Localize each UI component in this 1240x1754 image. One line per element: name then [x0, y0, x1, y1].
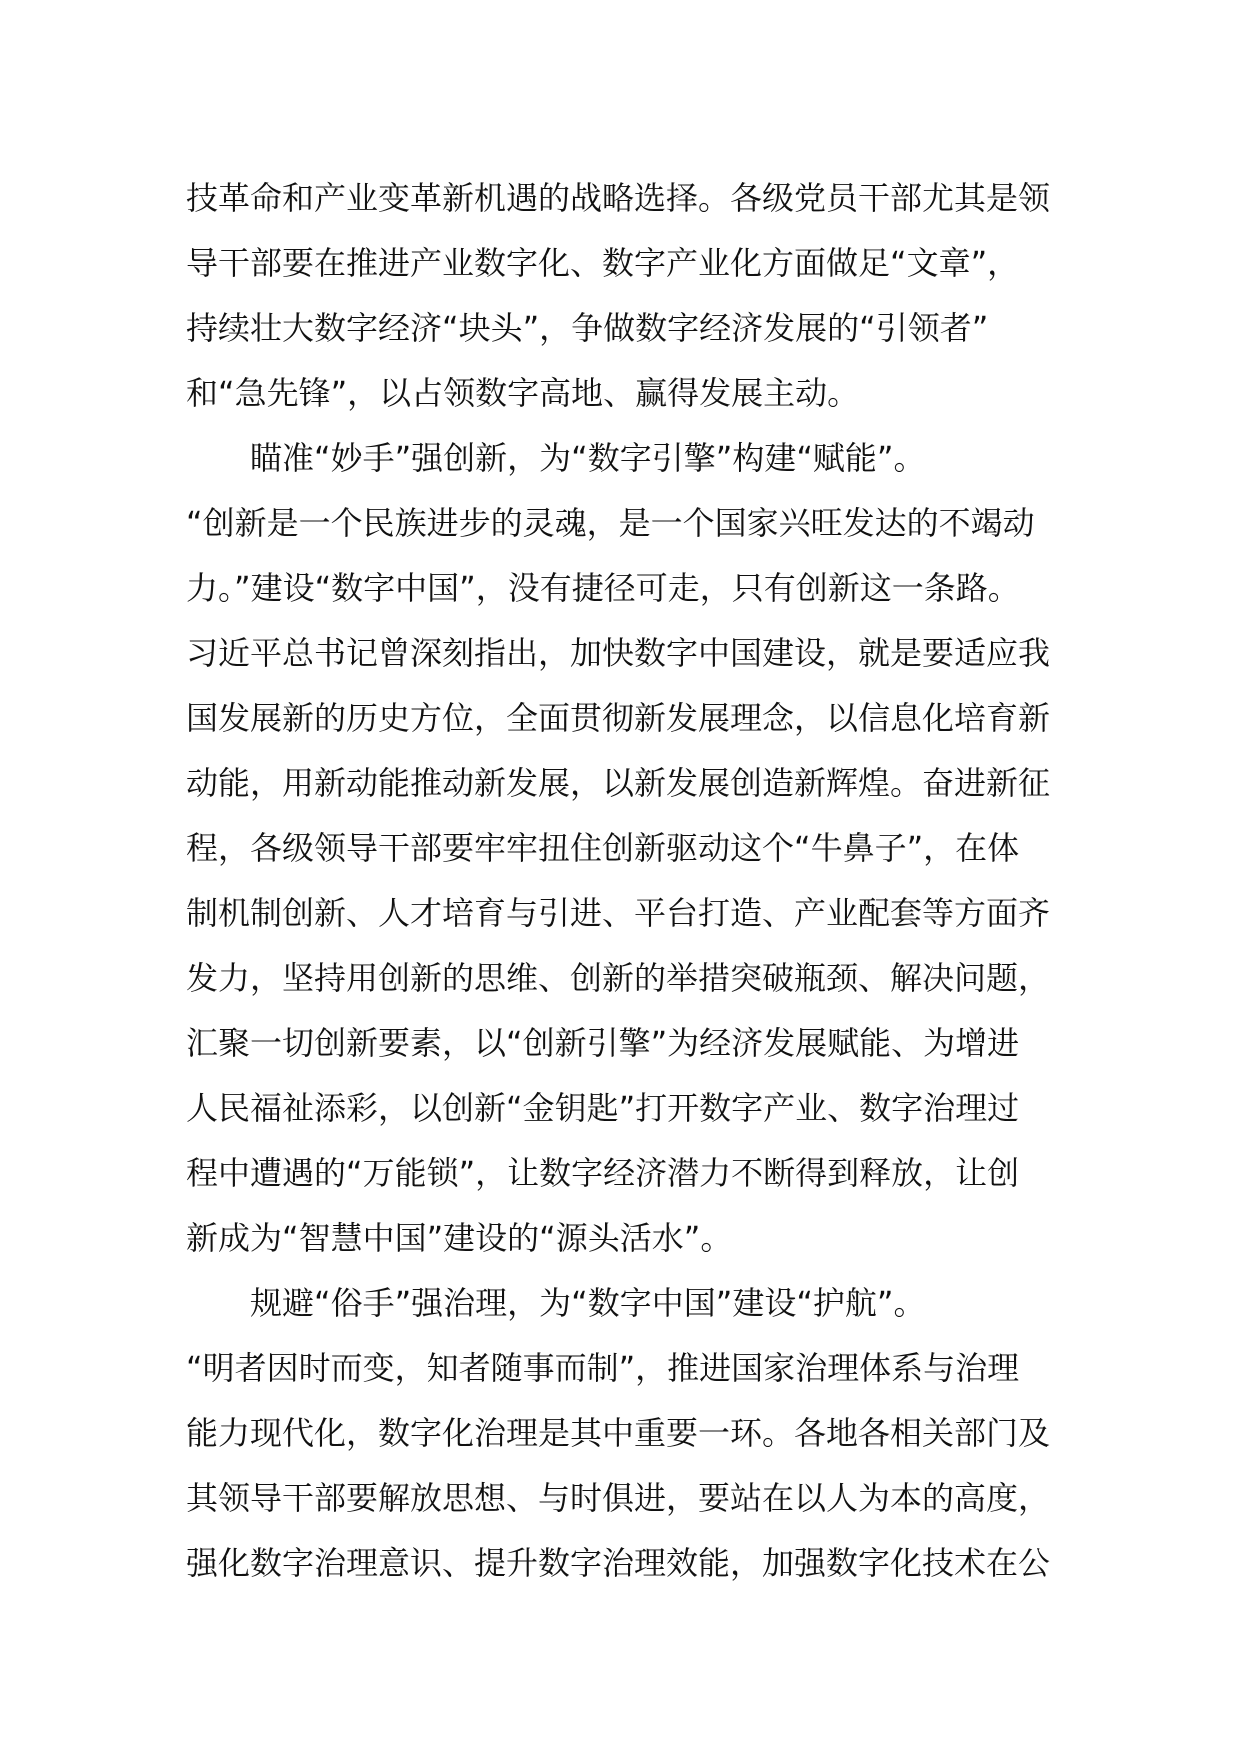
text-line: 发力，坚持用创新的思维、创新的举措突破瓶颈、解决问题， — [186, 959, 1051, 997]
text-line: 国发展新的历史方位，全面贯彻新发展理念，以信息化培育新 — [186, 699, 1051, 737]
text-line: 技革命和产业变革新机遇的战略选择。各级党员干部尤其是领 — [186, 179, 1051, 217]
body-text — [186, 166, 1086, 1596]
text-line: 瞄准“妙手”强创新，为“数字引擎”构建“赋能”。 — [186, 439, 926, 477]
text-line: 能力现代化，数字化治理是其中重要一环。各地各相关部门及 — [186, 1414, 1051, 1452]
text-line: 程，各级领导干部要牢牢扭住创新驱动这个“牛鼻子”，在体 — [186, 829, 1020, 867]
text-line: 人民福祉添彩，以创新“金钥匙”打开数字产业、数字治理过 — [186, 1089, 1020, 1127]
text-line: “创新是一个民族进步的灵魂，是一个国家兴旺发达的不竭动 — [186, 504, 1035, 542]
text-line: 其领导干部要解放思想、与时俱进，要站在以人为本的高度， — [186, 1479, 1051, 1517]
text-line: 强化数字治理意识、提升数字治理效能，加强数字化技术在公 — [186, 1544, 1051, 1582]
text-line: 规避“俗手”强治理，为“数字中国”建设“护航”。 — [186, 1284, 926, 1322]
text-line: 新成为“智慧中国”建设的“源头活水”。 — [186, 1219, 733, 1257]
text-line: 程中遭遇的“万能锁”，让数字经济潜力不断得到释放，让创 — [186, 1154, 1020, 1192]
text-line: 习近平总书记曾深刻指出，加快数字中国建设，就是要适应我 — [186, 634, 1051, 672]
text-line: 力。”建设“数字中国”，没有捷径可走，只有创新这一条路。 — [186, 569, 1020, 607]
text-line: 导干部要在推进产业数字化、数字产业化方面做足“文章”， — [186, 244, 1020, 282]
text-line: 汇聚一切创新要素，以“创新引擎”为经济发展赋能、为增进 — [186, 1024, 1020, 1062]
text-line: 动能，用新动能推动新发展，以新发展创造新辉煌。奋进新征 — [186, 764, 1051, 802]
text-line: 持续壮大数字经济“块头”，争做数字经济发展的“引领者” — [186, 309, 989, 347]
text-line: 制机制创新、人才培育与引进、平台打造、产业配套等方面齐 — [186, 894, 1051, 932]
text-line: “明者因时而变，知者随事而制”，推进国家治理体系与治理 — [186, 1349, 1020, 1387]
text-line: 和“急先锋”，以占领数字高地、赢得发展主动。 — [186, 374, 860, 412]
